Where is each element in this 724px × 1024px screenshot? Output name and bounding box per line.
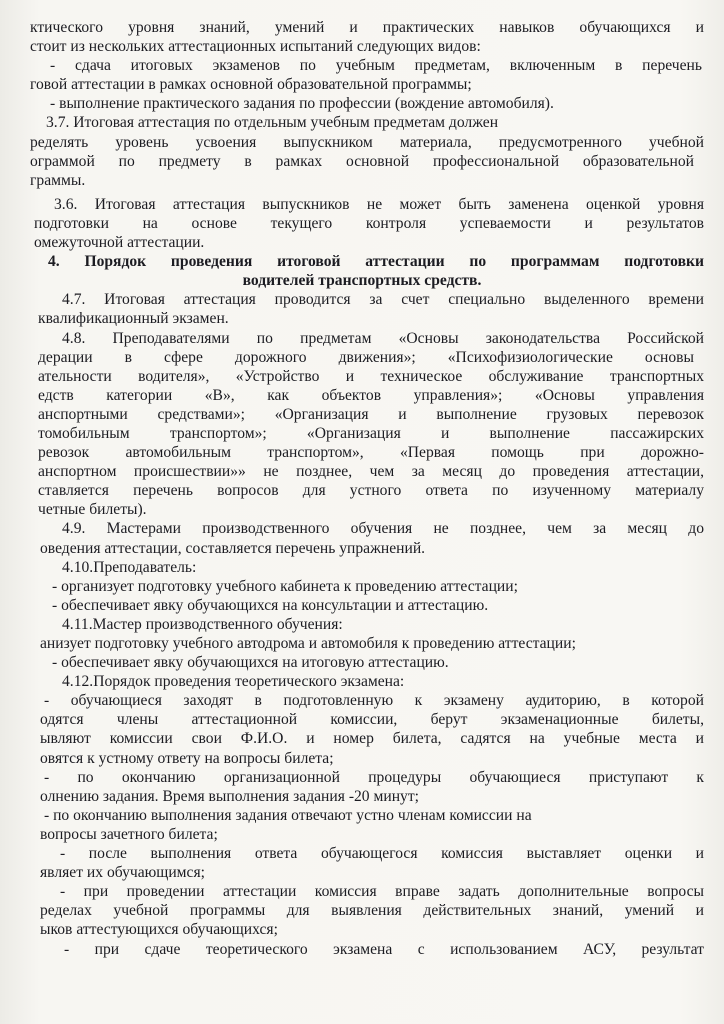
text-line: - выполнение практического задания по профессии (вождение автомобиля). [50,95,554,113]
text-line: четные билеты). [38,501,147,519]
text-line: 4.10.Преподаватель: [62,558,197,576]
text-line: ограммой по предмету в рамках основной профессиональной образовательной [30,152,694,170]
text-line: - обучающиеся заходят в подготовленную к экзамену аудиторию, в которой [44,692,704,710]
text-line: одятся члены аттестационной комиссии, берут экзаменационные билеты, [40,711,704,729]
text-line: томобильным транспортом»; «Организация и выполнение пассажирских [38,424,704,442]
text-line: оведения аттестации, составляется перечень упражнений. [40,539,426,557]
text-line: - обеспечивает явку обучающихся на консультации и аттестацию. [52,596,489,614]
text-line: ательности водителя», «Устройство и техническое обслуживание транспортных [38,367,704,385]
text-line: 4.7. Итоговая аттестация проводится за счет специально выделенного времени [62,291,704,309]
text-line: ывляют комиссии свои Ф.И.О. и номер билета, садятся на учебные места и [40,730,704,748]
text-line: - при проведении аттестации комиссия вправе задать дополнительные вопросы [60,883,704,901]
text-line: являет их обучающимся; [40,864,205,882]
text-line: ределять уровень усвоения выпускником материала, предусмотренного учебной [30,133,704,151]
text-line: 4.9. Мастерами производственного обучения не позднее, чем за месяц до [62,520,704,538]
text-line: - организует подготовку учебного кабинета к проведению аттестации; [52,577,518,595]
text-line: - по окончанию выполнения задания отвечают устно членам комиссии на [44,806,532,824]
text-line: 4.8. Преподавателями по предметам «Основы законодательства Российской [62,329,704,347]
text-line: говой аттестации в рамках основной образовательной программы; [30,76,472,94]
text-line: анизует подготовку учебного автодрома и автомобиля к проведению аттестации; [40,635,576,652]
text-line: ктического уровня знаний, умений и практических навыков обучающихся и [30,19,704,36]
text-line: 4.12.Порядок проведения теоретического экзамена: [62,673,405,691]
text-line: подготовки на основе текущего контроля успеваемости и результатов [34,214,704,232]
text-line: овятся к устному ответу на вопросы билета; [40,749,334,767]
text-line: ревозок автомобильным транспортом», «Первая помощь при дорожно- [38,444,704,462]
text-line: - по окончанию организационной процедуры обучающиеся приступают к [44,768,704,786]
section-heading-line: водителей транспортных средств. [242,272,482,290]
text-line: дерации в сфере дорожного движения»; «Психофизиологические основы [38,348,694,366]
text-line: анспортными средствами»; «Организация и выполнение грузовых перевозок [38,405,704,423]
text-line: ставляется перечень вопросов для устного ответа по изученному материалу [38,482,704,500]
section-heading-line: 4. Порядок проведения итоговой аттестации по программам подготовки [48,253,704,271]
text-line: 3.7. Итоговая аттестация по отдельным учебным предметам должен [46,114,499,132]
text-line: 4.11.Мастер производственного обучения: [62,615,343,633]
text-line: квалификационный экзамен. [38,310,229,328]
text-line: ределах учебной программы для выявления действительных знаний, умений и [40,902,704,920]
document-text [0,18,724,959]
text-line: - обеспечивает явку обучающихся на итоговую аттестацию. [52,654,449,672]
text-line: граммы. [30,171,86,189]
text-line: стоит из нескольких аттестационных испытаний следующих видов: [30,38,481,56]
text-line: омежуточной аттестации. [34,234,205,252]
text-line: - после выполнения ответа обучающегося комиссия выставляет оценки и [60,845,704,863]
text-line: олнению задания. Время выполнения задания -20 минут; [40,787,420,805]
text-line: - сдача итоговых экзаменов по учебным предметам, включенным в перечень [50,57,702,75]
text-line: вопросы зачетного билета; [40,825,218,843]
text-line: ыков аттестующихся обучающихся; [40,921,278,939]
text-line: анспортном происшествии»» не позднее, чем за месяц до проведения аттестации, [38,463,704,481]
text-line: 3.6. Итоговая аттестация выпускников не может быть заменена оценкой уровня [54,195,704,213]
text-line: - при сдаче теоретического экзамена с использованием АСУ, результат [64,940,704,958]
text-line: едств категории «В», как объектов управления»; «Основы управления [38,386,704,404]
